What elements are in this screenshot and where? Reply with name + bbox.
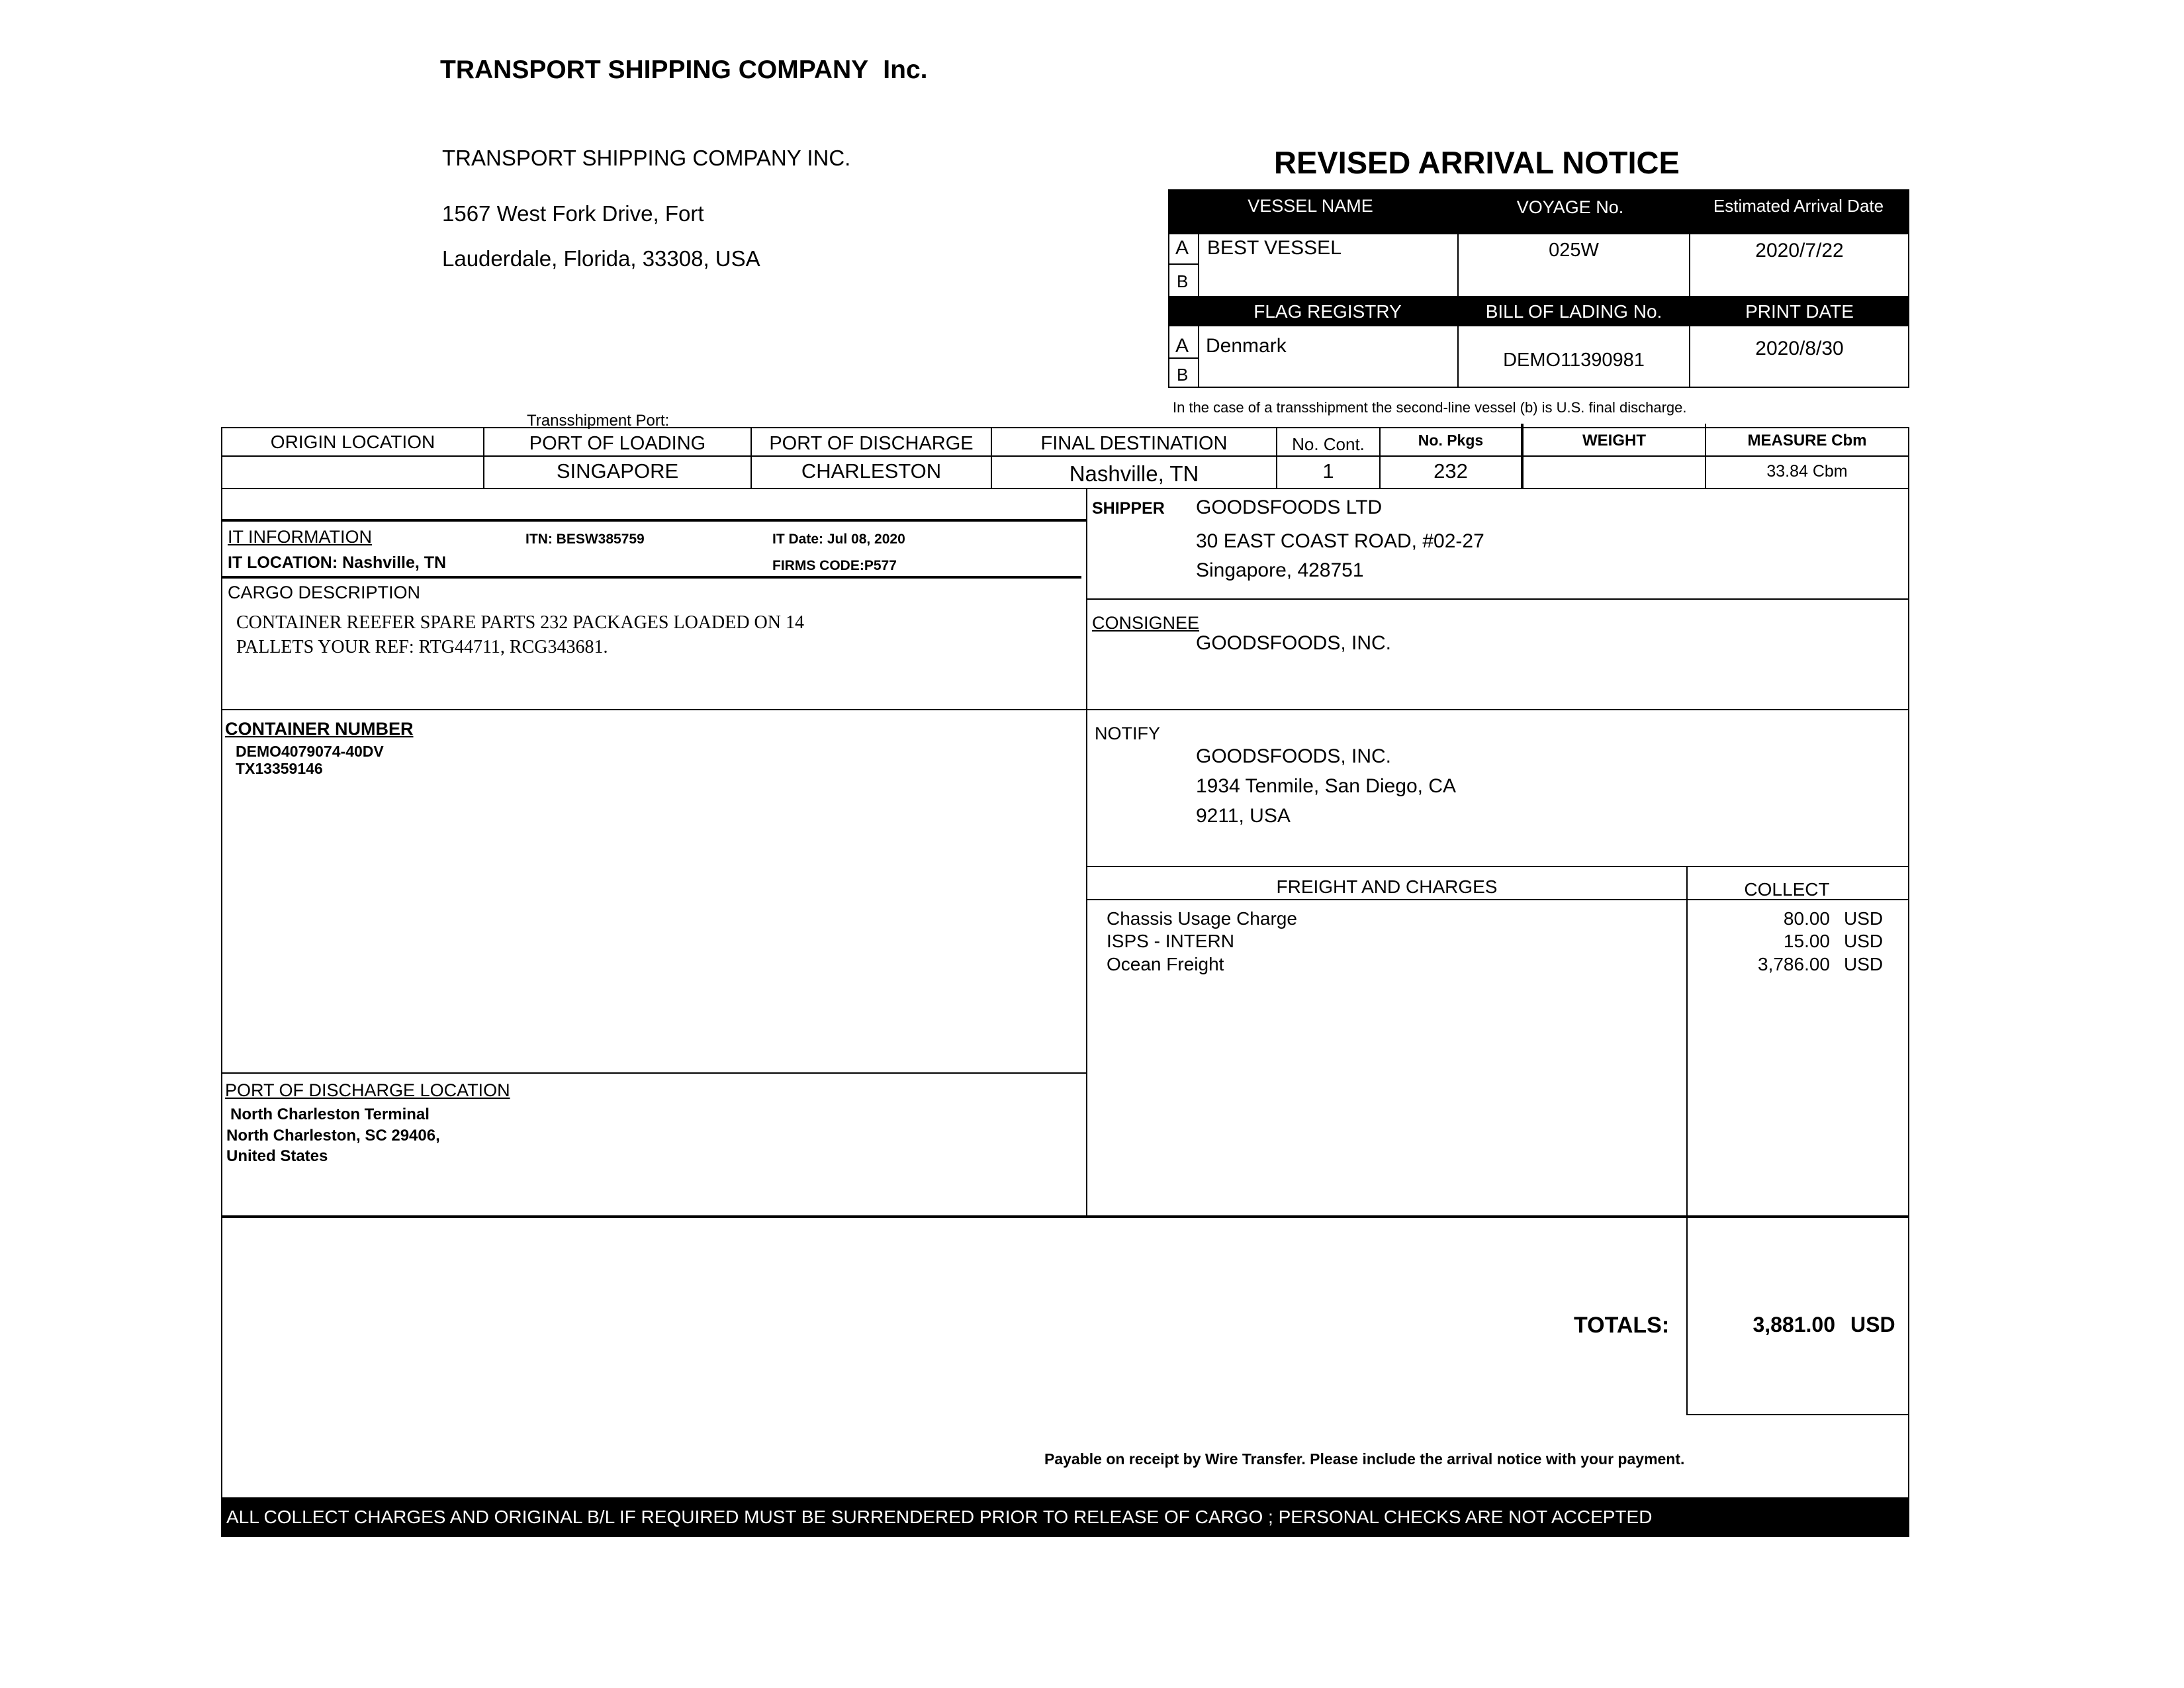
measure-value: 33.84 Cbm (1766, 462, 1848, 481)
measure-label: MEASURE Cbm (1747, 432, 1867, 449)
final-dest-label: FINAL DESTINATION (1040, 433, 1228, 454)
pod-value: CHARLESTON (801, 459, 942, 483)
vessel-row-a: A (1175, 237, 1189, 259)
charge-name: Ocean Freight (1107, 954, 1224, 974)
pod-label: PORT OF DISCHARGE (769, 433, 974, 454)
cargo-line-2: PALLETS YOUR REF: RTG44711, RCG343681. (236, 637, 608, 657)
totals-label: TOTALS: (1574, 1313, 1670, 1338)
no-cont-label: No. Cont. (1292, 434, 1365, 454)
voyage-value: 025W (1549, 240, 1599, 261)
no-pkgs-label: No. Pkgs (1418, 432, 1484, 449)
sender-address-line-1: 1567 West Fork Drive, Fort (442, 201, 704, 226)
sender-address (442, 180, 760, 293)
route-col-0 (221, 427, 222, 1536)
cargo-bottom-rule (221, 709, 1909, 710)
notice-title: REVISED ARRIVAL NOTICE (1274, 145, 1680, 180)
flag-box-left-border (1168, 326, 1169, 387)
vessel-name-value: BEST VESSEL (1207, 237, 1342, 259)
it-info-label: IT INFORMATION (228, 527, 372, 547)
notify-bottom-rule (1086, 866, 1909, 867)
notify-address-2: 9211, USA (1196, 805, 1291, 827)
company-title (440, 56, 927, 85)
route-table-top (221, 427, 1909, 428)
route-table-mid (221, 455, 1909, 457)
charges-collect-divider (1686, 866, 1688, 1415)
charge-currency: USD (1844, 931, 1884, 951)
flag-row-b: B (1177, 365, 1189, 385)
eta-label: Estimated Arrival Date (1713, 196, 1884, 216)
body-bottom-rule (221, 1215, 1909, 1218)
print-date-label: PRINT DATE (1745, 301, 1854, 322)
flag-box-bottom-border (1168, 387, 1909, 388)
notify-label: NOTIFY (1095, 724, 1160, 743)
shipper-address-2: Singapore, 428751 (1196, 559, 1364, 581)
charge-name: Chassis Usage Charge (1107, 908, 1297, 929)
container-number-2: TX13359146 (236, 760, 323, 777)
it-date-value: IT Date: Jul 08, 2020 (772, 532, 905, 547)
flag-ab-divider (1198, 326, 1199, 387)
it-bottom-rule (221, 576, 1081, 579)
vessel-row-b: B (1177, 271, 1189, 291)
container-label: CONTAINER NUMBER (225, 719, 414, 739)
cargo-line-1: CONTAINER REEFER SPARE PARTS 232 PACKAGES LOADED ON 14 (236, 612, 804, 633)
discharge-location-line-1: North Charleston Terminal (230, 1105, 430, 1123)
cargo-label: CARGO DESCRIPTION (228, 583, 421, 602)
itn-value: ITN: BESW385759 (525, 532, 645, 547)
shipper-name: GOODSFOODS LTD (1196, 496, 1383, 518)
final-dest-value: Nashville, TN (1069, 461, 1199, 486)
discharge-location-label: PORT OF DISCHARGE LOCATION (225, 1080, 510, 1100)
charge-amount: 15.00 (1783, 931, 1830, 951)
flag-value: Denmark (1206, 335, 1287, 357)
vessel-box-left-border (1168, 234, 1169, 296)
consignee-name: GOODSFOODS, INC. (1196, 632, 1392, 654)
flag-ab-separator (1168, 357, 1198, 359)
notify-address-1: 1934 Tenmile, San Diego, CA (1196, 775, 1457, 797)
eta-value: 2020/7/22 (1755, 240, 1844, 261)
sender-address-line-2: Lauderdale, Florida, 33308, USA (442, 246, 760, 271)
firms-code-value: FIRMS CODE:P577 (772, 558, 897, 573)
flag-label: FLAG REGISTRY (1253, 301, 1402, 322)
collect-label: COLLECT (1744, 879, 1830, 900)
no-pkgs-value: 232 (1433, 459, 1468, 483)
vessel-name-label: VESSEL NAME (1248, 196, 1373, 216)
charges-header-label: FREIGHT AND CHARGES (1276, 876, 1498, 897)
container-bottom-rule (221, 1072, 1086, 1074)
charge-currency: USD (1844, 908, 1884, 929)
total-currency: USD (1850, 1313, 1895, 1336)
it-location-value: IT LOCATION: Nashville, TN (228, 553, 447, 572)
charge-amount: 80.00 (1783, 908, 1830, 929)
vessel-ab-divider (1198, 234, 1199, 296)
shipper-address-1: 30 EAST COAST ROAD, #02-27 (1196, 530, 1484, 552)
notify-name: GOODSFOODS, INC. (1196, 745, 1392, 767)
totals-bottom-rule (1686, 1414, 1909, 1415)
container-number-1: DEMO4079074-40DV (236, 743, 384, 760)
route-table-bottom (221, 488, 1909, 489)
bol-label: BILL OF LADING No. (1485, 301, 1662, 322)
origin-label: ORIGIN LOCATION (270, 432, 435, 452)
footer-banner-text: ALL COLLECT CHARGES AND ORIGINAL B/L IF REQUIRED MUST BE SURRENDERED PRIOR TO RELEASE OF CARGO ; PERSONAL CHECKS ARE NOT ACCEPTED (226, 1507, 1653, 1527)
charge-amount: 3,786.00 (1758, 954, 1830, 974)
print-date-value: 2020/8/30 (1755, 338, 1844, 359)
payment-note: Payable on receipt by Wire Transfer. Please include the arrival notice with your payment. (1044, 1450, 1685, 1468)
transshipment-note: In the case of a transshipment the second-line vessel (b) is U.S. final discharge. (1173, 399, 1687, 416)
flag-row-a: A (1175, 335, 1189, 357)
discharge-location-line-3: United States (226, 1147, 328, 1165)
shipper-label: SHIPPER (1092, 499, 1165, 518)
charge-currency: USD (1844, 954, 1884, 974)
company-title-name: TRANSPORT SHIPPING COMPANY (440, 56, 868, 84)
body-center-divider (1086, 488, 1087, 1216)
sender-name: TRANSPORT SHIPPING COMPANY INC. (442, 146, 851, 170)
route-col-8 (1908, 427, 1909, 1536)
pol-value: SINGAPORE (556, 459, 679, 483)
consignee-label: CONSIGNEE (1092, 613, 1200, 633)
total-amount: 3,881.00 (1752, 1313, 1835, 1336)
charge-name: ISPS - INTERN (1107, 931, 1234, 951)
pol-label: PORT OF LOADING (529, 433, 706, 454)
company-title-suffix: Inc. (883, 56, 928, 84)
bol-value: DEMO11390981 (1503, 350, 1645, 371)
vessel-ab-separator (1168, 263, 1198, 265)
weight-label: WEIGHT (1582, 432, 1646, 449)
shipper-bottom-rule (1086, 598, 1909, 600)
transshipment-port-label: Transshipment Port: (527, 412, 670, 430)
it-top-rule (221, 519, 1086, 522)
voyage-label: VOYAGE No. (1516, 197, 1624, 217)
discharge-location-line-2: North Charleston, SC 29406, (226, 1127, 440, 1145)
no-cont-value: 1 (1322, 459, 1334, 483)
